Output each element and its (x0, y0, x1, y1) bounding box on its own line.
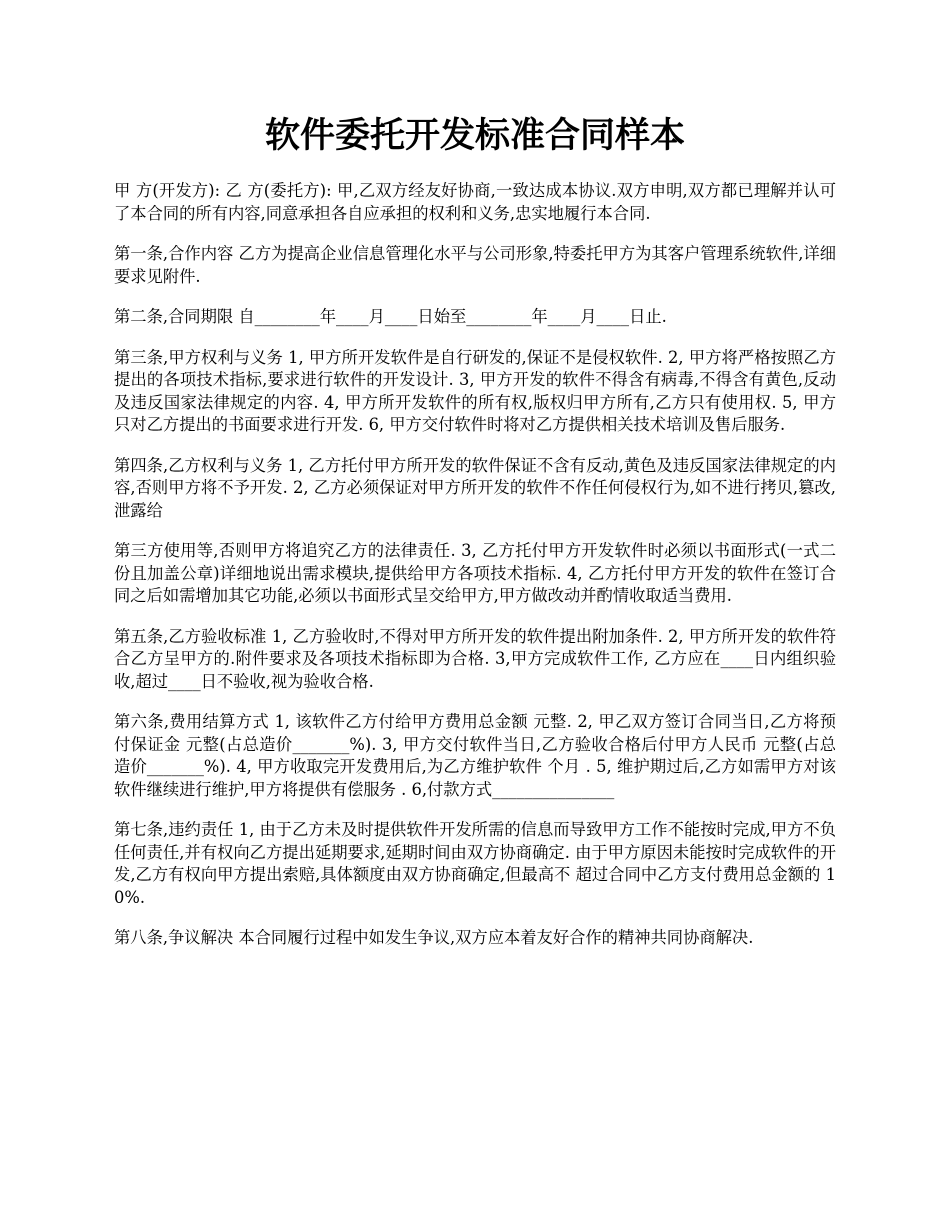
paragraph-article-4: 第四条,乙方权利与义务 1, 乙方托付甲方所开发的软件保证不含有反动,黄色及违反国家法律规定的内容,否则甲方将不予开发. 2, 乙方必须保证对甲方所开发的软件不作任何侵权行为,如不进行拷贝,篡改,泄露给 (114, 455, 836, 520)
paragraph-preamble: 甲 方(开发方): 乙 方(委托方): 甲,乙双方经友好协商,一致达成本协议.双方申明,双方都已理解并认可了本合同的所有内容,同意承担各自应承担的权利和义务,忠实地履行本合同. (114, 181, 836, 223)
document-title: 软件委托开发标准合同样本 (264, 115, 685, 156)
paragraph-article-3: 第三条,甲方权利与义务 1, 甲方所开发软件是自行研发的,保证不是侵权软件. 2, 甲方将严格按照乙方提出的各项技术指标,要求进行软件的开发设计. 3, 甲方开发的软件不得含有病毒,不得含有黄色,反动及违反国家法律规定的内容. 4, 甲方所开发软件的所有权,版权归甲方所有,乙方只有使用权. 5, 甲方只对乙方提出的书面要求进行开发. 6, 甲方交付软件时将对乙方提供相关技术培训及售后服务. (114, 347, 836, 434)
paragraph-article-4-cont: 第三方使用等,否则甲方将追究乙方的法律责任. 3, 乙方托付甲方开发软件时必须以书面形式(一式二份且加盖公章)详细地说出需求模块,提供给甲方各项技术指标. 4, 乙方托付甲方开发的软件在签订合同之后如需增加其它功能,必须以书面形式呈交给甲方,甲方做改动并酌情收取适当费用. (114, 541, 836, 605)
paragraph-article-6: 第六条,费用结算方式 1, 该软件乙方付给甲方费用总金额 元整. 2, 甲乙双方签订合同当日,乙方将预付保证金 元整(占总造价_______%). 3, 甲方交付软件当日,乙方验收合格后付甲方人民币 元整(占总造价_______%). 4, 甲方收取完开发费用后,为乙方维护软件 个月 . 5, 维护期过后,乙方如需甲方对该软件继续进行维护,甲方将提供有偿服务 . 6,付款方式_______________ (114, 712, 836, 799)
paragraph-article-5: 第五条,乙方验收标准 1, 乙方验收时,不得对甲方所开发的软件提出附加条件. 2, 甲方所开发的软件符合乙方呈甲方的.附件要求及各项技术指标即为合格. 3,甲方完成软件工作, 乙方应在____日内组织验收,超过____日不验收,视为验收合格. (114, 626, 836, 691)
document-body (114, 180, 836, 968)
paragraph-article-2: 第二条,合同期限 自________年____月____日始至________年____月____日止. (114, 307, 667, 326)
paragraph-article-1: 第一条,合作内容 乙方为提高企业信息管理化水平与公司形象,特委托甲方为其客户管理系统软件,详细要求见附件. (114, 244, 836, 286)
paragraph-article-8: 第八条,争议解决 本合同履行过程中如发生争议,双方应本着友好合作的精神共同协商解决. (114, 928, 754, 947)
paragraph-article-7: 第七条,违约责任 1, 由于乙方未及时提供软件开发所需的信息而导致甲方工作不能按时完成,甲方不负任何责任,并有权向乙方提出延期要求,延期时间由双方协商确定. 由于甲方原因未能按时完成软件的开发,乙方有权向甲方提出索赔,具体额度由双方协商确定,但最高不 超过合同中乙方支付费用总金额的 10%. (114, 820, 836, 907)
